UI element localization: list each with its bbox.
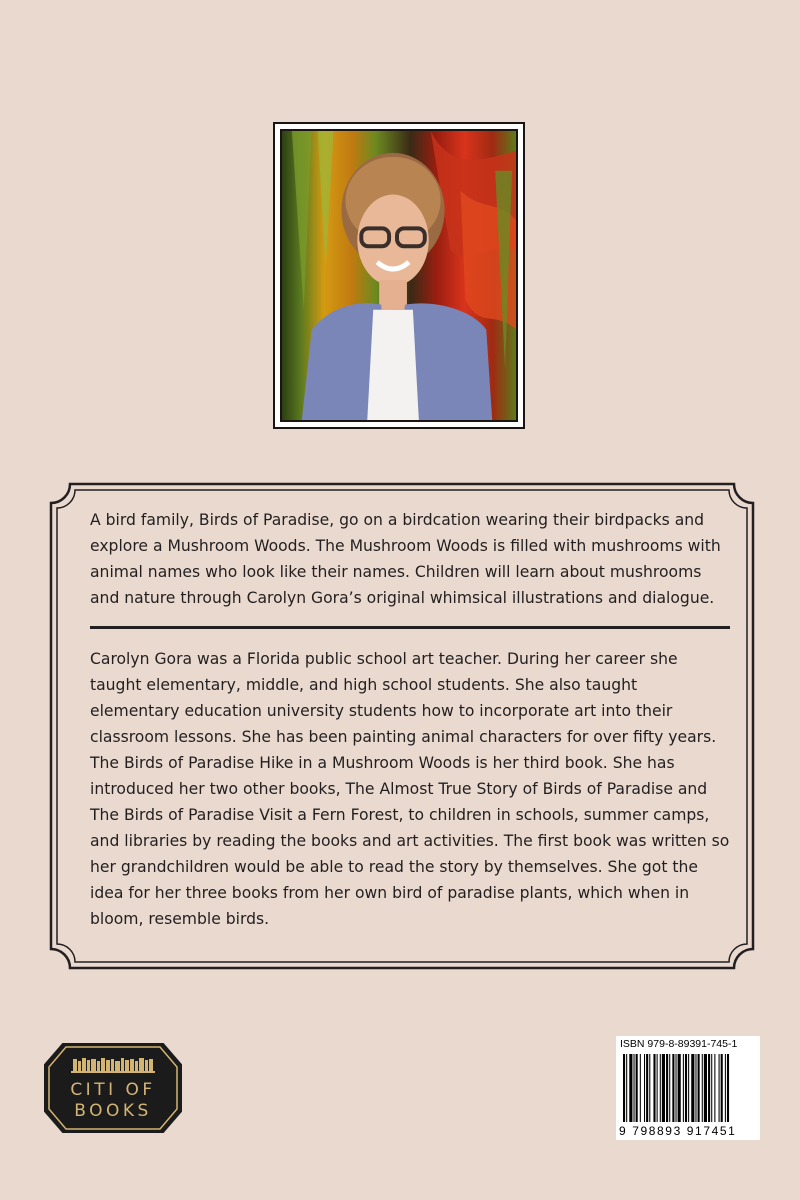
barcode-bar xyxy=(704,1054,707,1122)
book-description: A bird family, Birds of Paradise, go on a birdcation wearing their birdpacks and explore a Mushroom Woods. The Mushroom Woods is filled with mushrooms with animal names who look like their names. Children will learn about mushrooms and nature through Carolyn Gora’s original whimsical illustrations and dialogue. xyxy=(90,511,721,607)
author-photo-frame xyxy=(273,122,525,429)
barcode-bar xyxy=(688,1054,689,1122)
barcode-bar xyxy=(629,1054,632,1122)
author-photo xyxy=(280,129,518,422)
barcode-bar xyxy=(672,1054,674,1122)
isbn-barcode xyxy=(616,1036,760,1140)
barcode-bars xyxy=(623,1054,755,1126)
barcode-bar xyxy=(657,1054,658,1122)
barcode-bar xyxy=(691,1054,694,1122)
barcode-bar xyxy=(653,1054,655,1122)
barcode-bar xyxy=(646,1054,648,1122)
barcode-bar xyxy=(669,1054,670,1122)
isbn-label: ISBN 979-8-89391-745-1 xyxy=(620,1038,738,1050)
barcode-bar xyxy=(727,1054,729,1122)
publisher-logo xyxy=(40,1038,186,1138)
author-bio: Carolyn Gora was a Florida public school art teacher. During her career she taught elementary, middle, and high school students. She also taught elementary education university students how to incorporate art into their classroom lessons. She has been painting animal characters for over fifty years. The Birds of Paradise Hike in a Mushroom Woods is her third book. She has introduced her two other books, The Almost True Story of Birds of Paradise and The Birds of Paradise Visit a Fern Forest, to children in schools, summer camps, and libraries by reading the books and art activities. The first book was written so her grandchildren would be able to read the story by themselves. She got the idea for her three books from her own bird of paradise plants, which when in bloom, resemble birds. xyxy=(90,650,730,928)
barcode-bar xyxy=(719,1054,720,1122)
barcode-bar xyxy=(666,1054,668,1122)
barcode-bar xyxy=(721,1054,723,1122)
bookshelf-icon xyxy=(71,1058,155,1073)
barcode-bar xyxy=(676,1054,677,1122)
barcode-bar xyxy=(725,1054,726,1122)
barcode-bar xyxy=(649,1054,650,1122)
barcode-bar xyxy=(702,1054,703,1122)
barcode-bar xyxy=(685,1054,687,1122)
barcode-bar xyxy=(623,1054,625,1122)
barcode-bar xyxy=(640,1054,641,1122)
barcode-bar xyxy=(683,1054,684,1122)
barcode-bar xyxy=(708,1054,710,1122)
barcode-bar xyxy=(678,1054,681,1122)
publisher-name-line2: BOOKS xyxy=(74,1101,152,1121)
barcode-bar xyxy=(636,1054,638,1122)
barcode-bar xyxy=(662,1054,665,1122)
barcode-bar xyxy=(698,1054,700,1122)
barcode-bar xyxy=(714,1054,715,1122)
barcode-bar xyxy=(695,1054,696,1122)
isbn-digits: 9 798893 917451 xyxy=(619,1124,737,1138)
description-panel xyxy=(48,481,756,971)
barcode-bar xyxy=(711,1054,712,1122)
barcode-bar xyxy=(644,1054,645,1122)
publisher-name-line1: CITI OF xyxy=(70,1080,156,1100)
barcode-bar xyxy=(634,1054,635,1122)
barcode-bar xyxy=(660,1054,661,1122)
barcode-bar xyxy=(626,1054,627,1122)
section-divider xyxy=(90,626,730,629)
